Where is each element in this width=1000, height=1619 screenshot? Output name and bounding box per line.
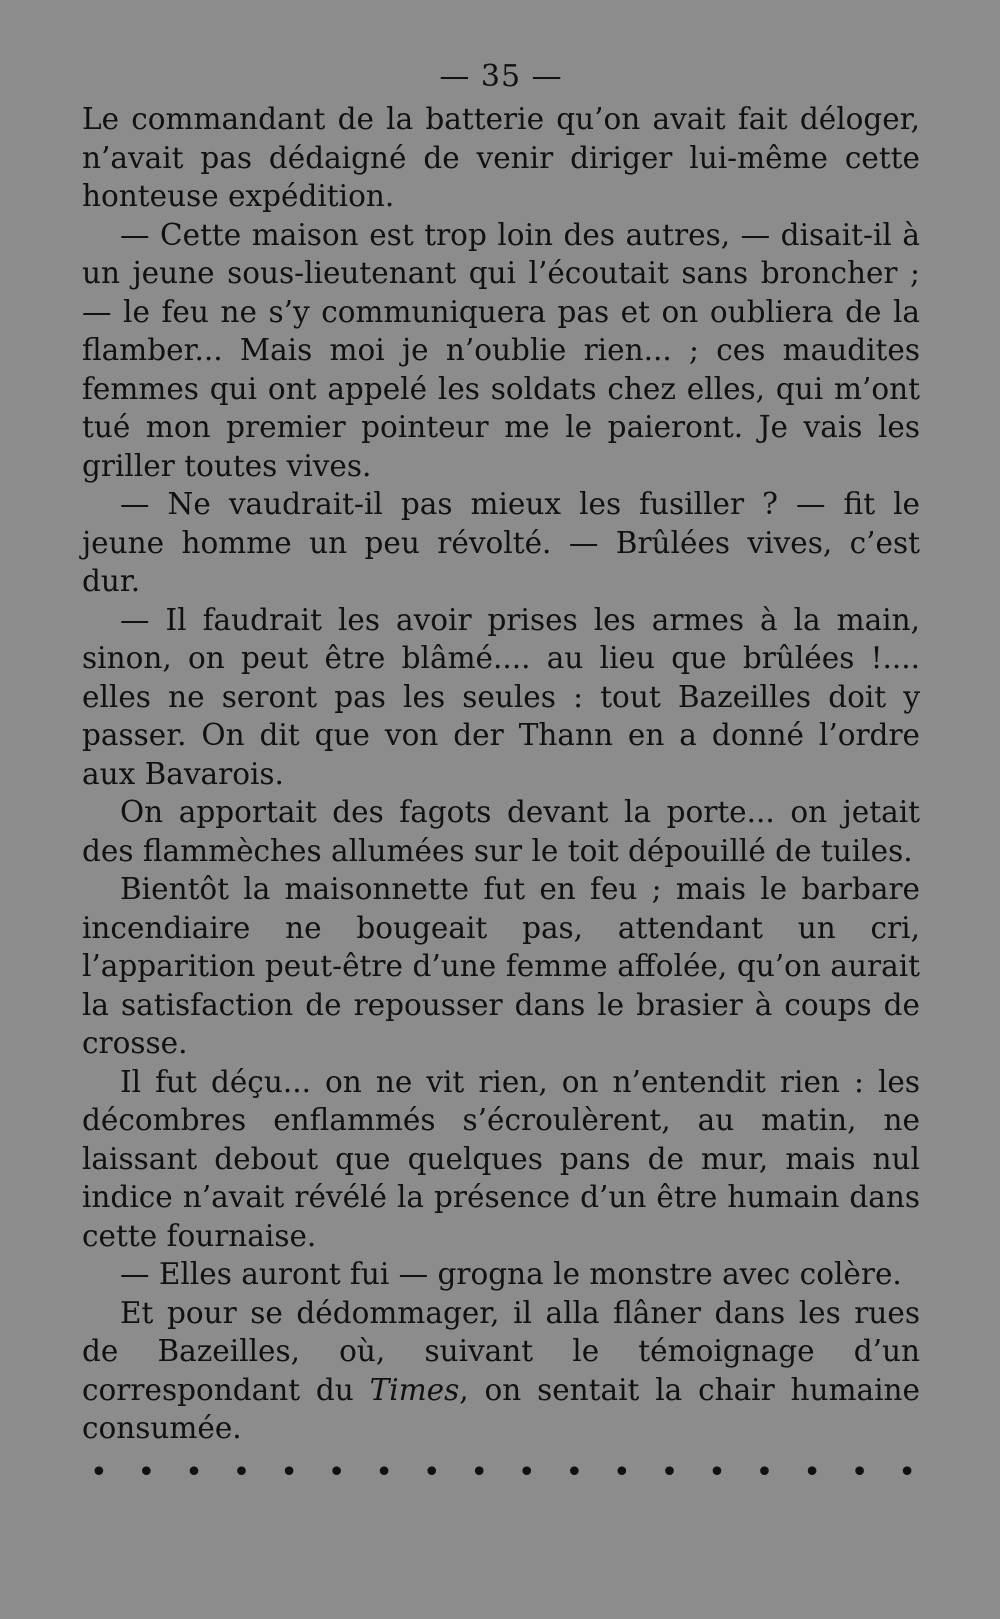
- paragraph-9-after: , on sentait la chair humaine consumée.: [82, 1372, 920, 1445]
- separator-dot: •: [660, 1454, 679, 1490]
- body-text: [82, 100, 920, 1448]
- dotted-separator: [82, 1448, 920, 1488]
- separator-dot: •: [898, 1454, 916, 1490]
- newspaper-title: Times: [369, 1372, 460, 1407]
- paragraph-5: On apportait des fagots devant la porte... on jetait des flammèches allumées sur le toit dépouillé de tuiles.: [82, 795, 920, 868]
- separator-dot: •: [470, 1454, 489, 1490]
- paragraph-3: — Ne vaudrait-il pas mieux les fusiller ? — fit le jeune homme un peu révolté. — Brûlées vives, c’est dur.: [82, 487, 920, 598]
- paragraph-9: [82, 1294, 920, 1448]
- paragraph-1: Le commandant de la batterie qu’on avait fait déloger, n’avait pas dédaigné de venir diriger lui-même cette honteuse expédition.: [82, 102, 920, 213]
- paragraph-6: Bientôt la maisonnette fut en feu ; mais le barbare incendiaire ne bougeait pas, attendant un cri, l’apparition peut-être d’une femme affolée, qu’on aurait la satisfaction de repousser dans le brasier à coups de crosse.: [82, 872, 920, 1060]
- page-number: — 35 —: [439, 59, 563, 94]
- separator-dot: •: [517, 1454, 536, 1490]
- separator-dot: •: [90, 1454, 108, 1490]
- separator-dot: •: [137, 1454, 156, 1490]
- separator-dot: •: [327, 1454, 346, 1490]
- separator-dot: •: [755, 1454, 774, 1490]
- paragraph-9-before: Et pour se dédommager, il alla flâner dans les rues de Bazeilles, où, suivant le témoignage d’un correspondant du: [82, 1295, 920, 1407]
- paragraph-7: Il fut déçu... on ne vit rien, on n’entendit rien : les décombres enflammés s’écroulèrent, au matin, ne laissant debout que quelques pans de mur, mais nul indice n’avait révélé la présence d’un être humain dans cette fournaise.: [82, 1064, 920, 1253]
- separator-dot: •: [565, 1454, 584, 1490]
- separator-dot: •: [803, 1454, 821, 1490]
- paragraph-2: — Cette maison est trop loin des autres, — disait-il à un jeune sous-lieutenant qui l’écoutait sans broncher ; — le feu ne s’y communiquera pas et on oubliera de la flamber... Mais moi je n’oublie rien... ; ces maudites femmes qui ont appelé les soldats chez elles, qui m’ont tué mon premier pointeur me le paieront. Je vais les griller toutes vives.: [82, 217, 920, 483]
- separator-dot: •: [232, 1454, 251, 1490]
- separator-dot: •: [850, 1454, 869, 1490]
- separator-dot: •: [708, 1454, 726, 1490]
- separator-dot: •: [375, 1454, 393, 1490]
- paragraph-4: — Il faudrait les avoir prises les armes à la main, sinon, on peut être blâmé.... au lieu que brûlées !.... elles ne seront pas les seules : tout Bazeilles doit y passer. On dit que von der Thann en a donné l’ordre aux Bavarois.: [82, 602, 920, 791]
- separator-dot: •: [185, 1454, 203, 1490]
- separator-dot: •: [422, 1454, 441, 1490]
- separator-dot: •: [280, 1454, 298, 1490]
- separator-dot: •: [613, 1454, 631, 1490]
- paragraph-8: — Elles auront fui — grogna le monstre avec colère.: [120, 1257, 902, 1291]
